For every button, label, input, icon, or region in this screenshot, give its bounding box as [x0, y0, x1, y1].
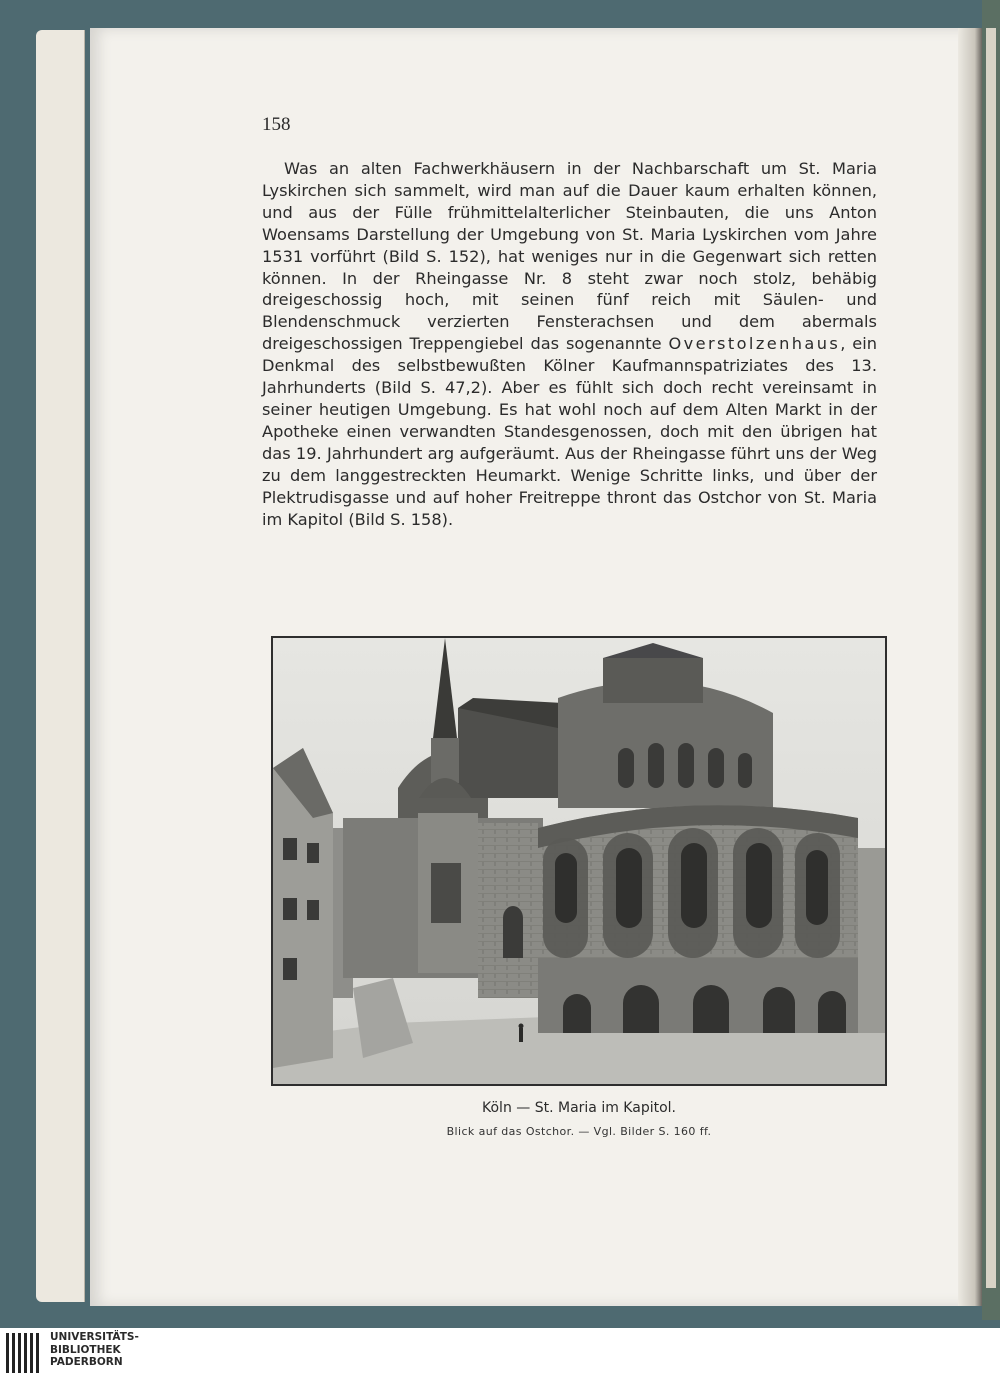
figure-subcaption: Blick auf das Ostchor. — Vgl. Bilder S. 160 ff. — [446, 1125, 712, 1138]
next-page-edge — [982, 0, 1000, 1320]
text-part-2: , ein Denkmal des selbstbewußten Kölner Kaufmannspatriziates des 13. Jahrhunderts (Bild S. 47,2). Aber es fühlt sich doch recht vereinsamt in seiner heutigen Umgebung. Es hat wohl noch auf dem Alten Markt in der Apotheke einen verwandten Standesgenossen, doch mit den übrigen hat das 19. Jahrhundert arg aufgeräumt. Aus der Rheingasse führt uns der Weg zu dem langgestreckten Heumarkt. Wenige Schritte links, und über der Plektrudisgasse und auf hoher Freitreppe thront das Ostchor von St. Maria im Kapitol (Bild S. 158). — [262, 334, 877, 529]
body-paragraph — [262, 158, 877, 530]
figure-caption: Köln — St. Maria im Kapitol. — [482, 1100, 676, 1116]
book-gutter — [958, 28, 982, 1306]
page-number: 158 — [262, 114, 291, 135]
library-line-3: PADERBORN — [50, 1356, 123, 1368]
library-line-1: UNIVERSITÄTS- — [50, 1331, 139, 1343]
library-name — [50, 1331, 139, 1369]
library-line-2: BIBLIOTHEK — [50, 1343, 121, 1356]
church-photograph — [271, 636, 887, 1086]
library-logo-icon — [6, 1333, 44, 1373]
library-footer — [0, 1328, 1000, 1379]
page-edges — [36, 30, 76, 1302]
spaced-name: Overstolzenhaus — [668, 334, 841, 354]
photo-illustration — [273, 638, 885, 1084]
text-part-1: Was an alten Fachwerkhäusern in der Nachbarschaft um St. Maria Lyskirchen sich sammelt, wird man auf die Dauer kaum erhalten können, und aus der Fülle frühmittelalterlicher Steinbauten, die uns Anton Woensams Darstellung der Umgebung von St. Maria Lyskirchen vom Jahre 1531 vorführt (Bild S. 152), hat weniges nur in die Gegenwart sich retten können. In der Rheingasse Nr. 8 steht zwar noch stolz, behäbig dreigeschossig hoch, mit seinen fünf reich mit Säulen- und Blendenschmuck verzierten Fensterachsen und dem abermals dreigeschossigen Treppengiebel das sogenannte — [262, 159, 877, 354]
